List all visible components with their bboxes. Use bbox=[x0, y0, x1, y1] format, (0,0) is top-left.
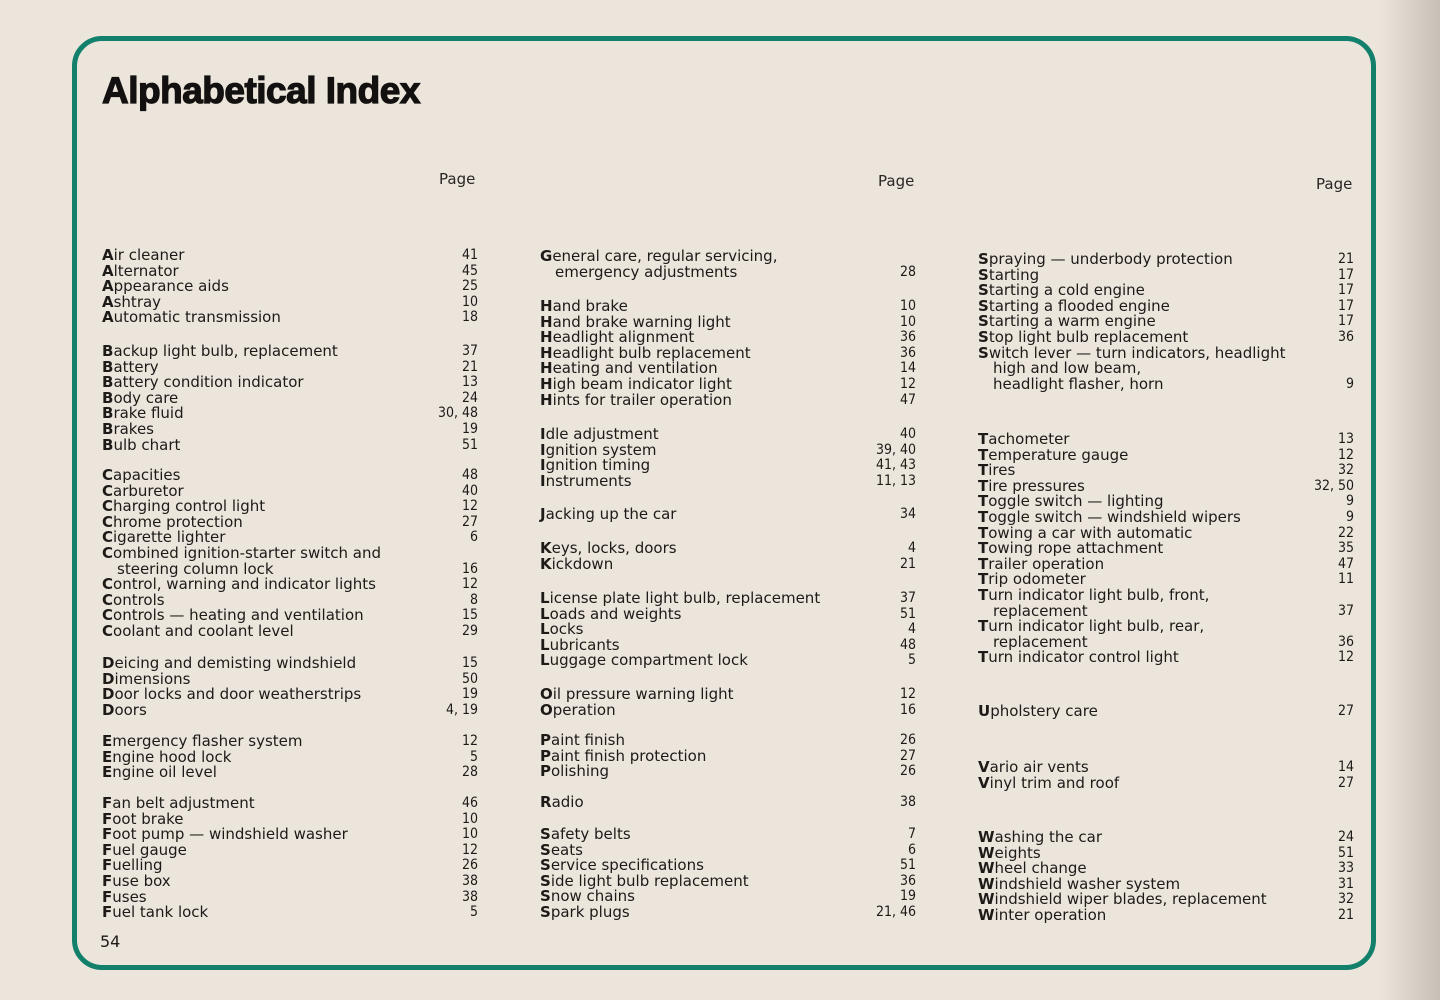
index-entry-page: 13 bbox=[1337, 431, 1354, 447]
index-entry-text: Operation bbox=[540, 700, 616, 719]
index-entry-text: Windshield wiper blades, replacement bbox=[978, 890, 1267, 909]
index-entry-page: 12 bbox=[899, 375, 916, 392]
index-entry-page: 47 bbox=[1337, 555, 1354, 572]
index-entry-page: 17 bbox=[1337, 313, 1354, 330]
index-entry-text: Starting a cold engine bbox=[978, 281, 1145, 300]
index-section bbox=[102, 656, 478, 718]
index-entry-text: high and low beam, bbox=[993, 359, 1142, 378]
index-entry-page: 26 bbox=[899, 732, 916, 748]
page-column-header-1: Page bbox=[439, 170, 476, 188]
index-entry-text: Battery bbox=[102, 357, 159, 376]
index-entry-text: Washing the car bbox=[978, 828, 1103, 846]
index-section bbox=[102, 734, 478, 781]
index-entry-text: Starting bbox=[978, 265, 1040, 284]
index-entry-page: 16 bbox=[899, 701, 916, 718]
index-entry-page: 28 bbox=[899, 263, 916, 280]
index-entry-text: Charging control light bbox=[102, 497, 266, 516]
page-column-header-3: Page bbox=[1316, 175, 1353, 193]
index-entry-text: Brakes bbox=[102, 419, 154, 438]
index-entry-text: Controls bbox=[102, 590, 165, 609]
index-entry-text: Coolant and coolant level bbox=[102, 621, 294, 640]
index-entry-text: Appearance aids bbox=[102, 277, 229, 296]
index-section bbox=[978, 252, 1354, 392]
index-entry-page: 11, 13 bbox=[875, 472, 916, 489]
index-section bbox=[540, 249, 916, 280]
index-entry-page: 10 bbox=[461, 293, 478, 310]
index-entry bbox=[978, 905, 1354, 924]
index-entry-page: 14 bbox=[1337, 759, 1354, 775]
index-entry-text: Battery condition indicator bbox=[102, 373, 304, 392]
index-entry-text: Cigarette lighter bbox=[102, 528, 226, 547]
index-entry-text: Side light bulb replacement bbox=[540, 871, 749, 890]
index-entry-text: Emergency flasher system bbox=[102, 732, 303, 750]
index-entry-page: 22 bbox=[1337, 524, 1354, 541]
index-entry-page: 21 bbox=[1337, 251, 1354, 267]
index-entry-text: Engine oil level bbox=[102, 763, 217, 782]
index-entry-text: Jacking up the car bbox=[540, 505, 677, 523]
index-entry-page: 6 bbox=[907, 841, 916, 858]
index-section bbox=[102, 468, 478, 640]
index-entry-text: Foot brake bbox=[102, 809, 184, 828]
index-entry-page: 27 bbox=[1337, 703, 1354, 719]
index-entry-page: 12 bbox=[1337, 649, 1354, 666]
index-entry-text: Spark plugs bbox=[540, 902, 630, 921]
index-entry-page: 18 bbox=[461, 309, 478, 326]
index-entry-page: 26 bbox=[899, 763, 916, 780]
index-section bbox=[102, 248, 478, 326]
index-entry-page: 34 bbox=[899, 506, 916, 522]
index-entry-page: 36 bbox=[1337, 633, 1354, 650]
index-section bbox=[978, 830, 1354, 924]
index-entry bbox=[102, 687, 478, 703]
index-entry bbox=[978, 773, 1354, 792]
index-entry-page: 30, 48 bbox=[437, 405, 478, 422]
index-entry-text: Paint finish protection bbox=[540, 746, 707, 765]
index-entry-text: Controls — heating and ventilation bbox=[102, 606, 364, 625]
page-title: Alphabetical Index bbox=[102, 70, 420, 111]
index-entry-page: 4, 19 bbox=[445, 701, 478, 718]
index-entry-text: Stop light bulb replacement bbox=[978, 327, 1189, 346]
index-section bbox=[540, 427, 916, 489]
index-entry-page: 36 bbox=[899, 329, 916, 346]
index-entry-text: Lubricants bbox=[540, 635, 620, 654]
index-entry-page: 17 bbox=[1337, 282, 1354, 299]
index-entry-text: Snow chains bbox=[540, 887, 635, 906]
index-entry-text: Polishing bbox=[540, 762, 610, 781]
index-entry-text: Vinyl trim and roof bbox=[978, 773, 1120, 792]
index-entry-page: 12 bbox=[461, 498, 478, 515]
index-entry-text: Trailer operation bbox=[978, 554, 1105, 573]
index-entry-page: 32 bbox=[1337, 462, 1354, 479]
index-entry bbox=[540, 700, 916, 719]
index-entry-page: 35 bbox=[1337, 540, 1354, 557]
index-entry-text: Instruments bbox=[540, 471, 632, 490]
index-entry-text: emergency adjustments bbox=[555, 262, 738, 281]
index-entry-page: 27 bbox=[899, 747, 916, 764]
index-entry-text: Headlight alignment bbox=[540, 328, 695, 347]
index-entry-text: Carburetor bbox=[102, 481, 184, 500]
index-entry-text: License plate light bulb, replacement bbox=[540, 589, 821, 607]
index-entry-text: Air cleaner bbox=[102, 246, 185, 264]
index-entry-page: 33 bbox=[1337, 860, 1354, 877]
index-entry-text: Trip odometer bbox=[978, 570, 1086, 589]
index-entry-text: Towing a car with automatic bbox=[978, 523, 1193, 542]
index-entry-page: 40 bbox=[461, 482, 478, 499]
index-entry-text: Locks bbox=[540, 620, 584, 639]
index-entry-page: 19 bbox=[461, 420, 478, 437]
index-entry-page: 51 bbox=[1337, 844, 1354, 861]
index-entry-text: Keys, locks, doors bbox=[540, 539, 677, 557]
index-entry-text: Starting a flooded engine bbox=[978, 296, 1170, 315]
index-entry-page: 26 bbox=[461, 857, 478, 874]
index-entry-page: 21, 46 bbox=[875, 903, 916, 920]
index-entry-page: 11 bbox=[1337, 571, 1354, 588]
index-entry-page: 50 bbox=[461, 670, 478, 687]
index-entry-page: 9 bbox=[1345, 375, 1354, 392]
index-section bbox=[540, 591, 916, 669]
index-entry-page: 37 bbox=[1337, 602, 1354, 619]
index-entry-text: Body care bbox=[102, 388, 179, 407]
index-entry-page: 10 bbox=[899, 313, 916, 330]
index-entry bbox=[102, 435, 478, 454]
page-edge-shadow bbox=[1380, 0, 1440, 1000]
index-entry-page: 51 bbox=[899, 605, 916, 622]
index-entry-page: 4 bbox=[907, 621, 916, 638]
index-entry-page: 32 bbox=[1337, 891, 1354, 908]
index-entry-text: Brake fluid bbox=[102, 404, 184, 423]
index-entry bbox=[540, 390, 916, 409]
index-entry-page: 12 bbox=[461, 576, 478, 593]
index-entry-text: Turn indicator light bulb, front, bbox=[978, 585, 1210, 604]
index-entry bbox=[540, 604, 916, 623]
index-section bbox=[540, 795, 916, 811]
index-entry-page: 32, 50 bbox=[1313, 477, 1354, 494]
index-entry-text: Safety belts bbox=[540, 825, 631, 843]
index-entry-page: 38 bbox=[461, 888, 478, 905]
index-entry-page: 31 bbox=[1337, 875, 1354, 892]
index-entry-text: Fuses bbox=[102, 887, 147, 906]
index-entry-text: High beam indicator light bbox=[540, 374, 732, 393]
index-entry-text: Hints for trailer operation bbox=[540, 390, 732, 409]
index-entry-page: 46 bbox=[461, 795, 478, 811]
index-entry-page: 37 bbox=[899, 590, 916, 606]
index-entry-page: 8 bbox=[469, 591, 478, 608]
page-column-header-2: Page bbox=[878, 172, 915, 190]
index-entry-text: Temperature gauge bbox=[978, 445, 1129, 464]
index-entry bbox=[102, 765, 478, 781]
index-entry-page: 41, 43 bbox=[875, 457, 916, 474]
index-entry-text: steering column lock bbox=[117, 559, 274, 578]
index-entry bbox=[978, 445, 1354, 464]
index-entry-text: Capacities bbox=[102, 466, 181, 484]
index-entry-page: 12 bbox=[1337, 446, 1354, 463]
index-entry-page: 36 bbox=[1337, 328, 1354, 345]
page-number: 54 bbox=[100, 932, 121, 951]
index-entry-page: 48 bbox=[899, 636, 916, 653]
index-section bbox=[540, 507, 916, 523]
index-section bbox=[540, 827, 916, 921]
index-entry-text: Turn indicator light bulb, rear, bbox=[978, 617, 1205, 636]
index-entry-text: Toggle switch — windshield wipers bbox=[978, 507, 1241, 526]
index-section bbox=[102, 344, 478, 453]
index-entry-page: 15 bbox=[461, 607, 478, 624]
index-entry-page: 15 bbox=[461, 655, 478, 671]
index-entry bbox=[978, 650, 1354, 666]
index-entry bbox=[978, 704, 1354, 720]
index-entry-text: Ignition timing bbox=[540, 456, 651, 475]
index-entry-text: Dimensions bbox=[102, 669, 191, 688]
index-entry-page: 5 bbox=[469, 904, 478, 921]
index-entry-text: Door locks and door weatherstrips bbox=[102, 685, 362, 704]
index-entry-page: 28 bbox=[461, 764, 478, 781]
index-entry-page: 16 bbox=[461, 560, 478, 577]
index-entry-page: 13 bbox=[461, 374, 478, 391]
index-entry-page: 14 bbox=[899, 360, 916, 377]
index-entry-page: 9 bbox=[1345, 508, 1354, 525]
index-entry bbox=[540, 554, 916, 573]
index-entry-text: Hand brake bbox=[540, 297, 628, 315]
index-entry-text: Doors bbox=[102, 700, 147, 719]
index-entry-page: 24 bbox=[1337, 829, 1354, 845]
index-entry bbox=[102, 871, 478, 890]
index-entry-text: Winter operation bbox=[978, 905, 1107, 924]
index-entry-page: 47 bbox=[899, 391, 916, 408]
index-entry-text: Hand brake warning light bbox=[540, 312, 731, 331]
index-section bbox=[978, 704, 1354, 720]
index-entry-page: 12 bbox=[461, 733, 478, 749]
index-entry-page: 25 bbox=[461, 278, 478, 295]
index-entry-text: Starting a warm engine bbox=[978, 312, 1156, 331]
index-entry-page: 37 bbox=[461, 343, 478, 359]
index-entry-text: Automatic transmission bbox=[102, 308, 281, 327]
index-entry-text: Headlight bulb replacement bbox=[540, 343, 751, 362]
index-entry bbox=[540, 653, 916, 669]
index-entry-text: Combined ignition-starter switch and bbox=[102, 543, 382, 562]
index-entry-text: Fan belt adjustment bbox=[102, 794, 255, 812]
index-entry-text: General care, regular servicing, bbox=[540, 247, 778, 265]
index-entry-page: 17 bbox=[1337, 266, 1354, 283]
index-entry-text: Turn indicator control light bbox=[978, 648, 1179, 667]
index-entry-text: Oil pressure warning light bbox=[540, 685, 734, 703]
index-entry-page: 38 bbox=[899, 794, 916, 810]
index-entry-page: 17 bbox=[1337, 297, 1354, 314]
index-entry-text: Luggage compartment lock bbox=[540, 651, 748, 670]
index-entry-page: 40 bbox=[899, 426, 916, 442]
index-entry-text: Alternator bbox=[102, 261, 179, 280]
index-entry bbox=[540, 764, 916, 780]
index-entry bbox=[102, 905, 478, 921]
index-entry bbox=[540, 262, 916, 281]
index-entry-page: 10 bbox=[461, 810, 478, 827]
index-entry-page: 24 bbox=[461, 389, 478, 406]
index-entry-text: replacement bbox=[993, 601, 1088, 620]
index-section bbox=[540, 687, 916, 718]
index-entry bbox=[102, 700, 478, 719]
index-entry-text: Ashtray bbox=[102, 292, 162, 311]
index-entry-text: Backup light bulb, replacement bbox=[102, 342, 338, 360]
index-entry-page: 9 bbox=[1345, 493, 1354, 510]
index-entry-text: Engine hood lock bbox=[102, 747, 232, 766]
index-entry-text: Fuelling bbox=[102, 856, 163, 875]
index-section bbox=[540, 541, 916, 572]
index-entry-page: 41 bbox=[461, 247, 478, 263]
index-entry-text: Tachometer bbox=[978, 430, 1070, 448]
index-entry-page: 7 bbox=[907, 826, 916, 842]
index-entry-page: 12 bbox=[461, 841, 478, 858]
index-entry-text: Foot pump — windshield washer bbox=[102, 825, 348, 844]
index-entry-page: 27 bbox=[461, 513, 478, 530]
index-entry-text: Seats bbox=[540, 840, 583, 859]
index-entry-page: 38 bbox=[461, 872, 478, 889]
index-entry-text: Service specifications bbox=[540, 856, 704, 875]
index-entry bbox=[978, 374, 1354, 393]
index-entry-text: Upholstery care bbox=[978, 702, 1098, 720]
index-entry-page: 51 bbox=[461, 436, 478, 453]
index-entry-text: Windshield washer system bbox=[978, 874, 1181, 893]
index-entry-text: Fuel tank lock bbox=[102, 903, 209, 922]
index-entry-text: Switch lever — turn indicators, headlight bbox=[978, 343, 1286, 362]
index-entry-text: Tires bbox=[978, 461, 1016, 480]
index-entry bbox=[540, 827, 916, 843]
index-entry-page: 27 bbox=[1337, 774, 1354, 791]
index-entry-page: 21 bbox=[461, 358, 478, 375]
index-section bbox=[102, 796, 478, 921]
index-entry-text: Chrome protection bbox=[102, 512, 243, 531]
index-entry-page: 21 bbox=[1337, 906, 1354, 923]
index-entry-text: Vario air vents bbox=[978, 758, 1089, 776]
index-entry-text: Spraying — underbody protection bbox=[978, 250, 1233, 268]
index-entry-text: headlight flasher, horn bbox=[993, 374, 1164, 393]
index-entry-page: 4 bbox=[907, 540, 916, 556]
index-entry-text: Fuel gauge bbox=[102, 840, 187, 859]
index-entry-text: Paint finish bbox=[540, 731, 625, 749]
index-entry-page: 51 bbox=[899, 857, 916, 874]
index-entry-text: Idle adjustment bbox=[540, 425, 659, 443]
index-entry-page: 21 bbox=[899, 555, 916, 572]
index-entry bbox=[540, 902, 916, 921]
index-entry-text: Deicing and demisting windshield bbox=[102, 654, 357, 672]
index-entry bbox=[102, 310, 478, 326]
index-entry-text: replacement bbox=[993, 632, 1088, 651]
index-entry bbox=[540, 471, 916, 490]
index-entry-page: 12 bbox=[899, 686, 916, 702]
index-section bbox=[540, 299, 916, 408]
index-entry bbox=[540, 507, 916, 523]
index-entry-text: Wheel change bbox=[978, 859, 1087, 878]
index-entry-text: Towing rope attachment bbox=[978, 539, 1164, 558]
index-entry-page: 10 bbox=[461, 826, 478, 843]
index-entry-text: Control, warning and indicator lights bbox=[102, 575, 376, 594]
index-entry-page: 48 bbox=[461, 467, 478, 483]
index-entry-page: 19 bbox=[899, 888, 916, 905]
index-section bbox=[978, 432, 1354, 666]
index-entry bbox=[540, 795, 916, 811]
index-entry-text: Heating and ventilation bbox=[540, 359, 718, 378]
index-entry-page: 5 bbox=[907, 652, 916, 669]
index-entry-text: Bulb chart bbox=[102, 435, 181, 454]
index-entry bbox=[102, 621, 478, 640]
index-entry-text: Weights bbox=[978, 843, 1041, 862]
index-entry-text: Toggle switch — lighting bbox=[978, 492, 1164, 511]
index-entry-text: Kickdown bbox=[540, 554, 614, 573]
index-entry-text: Tire pressures bbox=[978, 476, 1085, 495]
index-entry-page: 45 bbox=[461, 262, 478, 279]
index-entry-page: 10 bbox=[899, 298, 916, 314]
index-entry bbox=[102, 406, 478, 422]
index-entry-page: 29 bbox=[461, 622, 478, 639]
index-section bbox=[540, 733, 916, 780]
index-entry-text: Loads and weights bbox=[540, 604, 682, 623]
index-entry-text: Ignition system bbox=[540, 440, 657, 459]
index-entry-page: 36 bbox=[899, 344, 916, 361]
index-entry-page: 6 bbox=[469, 529, 478, 546]
index-entry-text: Radio bbox=[540, 793, 584, 811]
index-entry-page: 19 bbox=[461, 686, 478, 703]
index-entry-page: 5 bbox=[469, 748, 478, 765]
index-entry-text: Fuse box bbox=[102, 871, 171, 890]
index-entry-page: 39, 40 bbox=[875, 441, 916, 458]
index-section bbox=[978, 760, 1354, 791]
index-entry-page: 36 bbox=[899, 872, 916, 889]
